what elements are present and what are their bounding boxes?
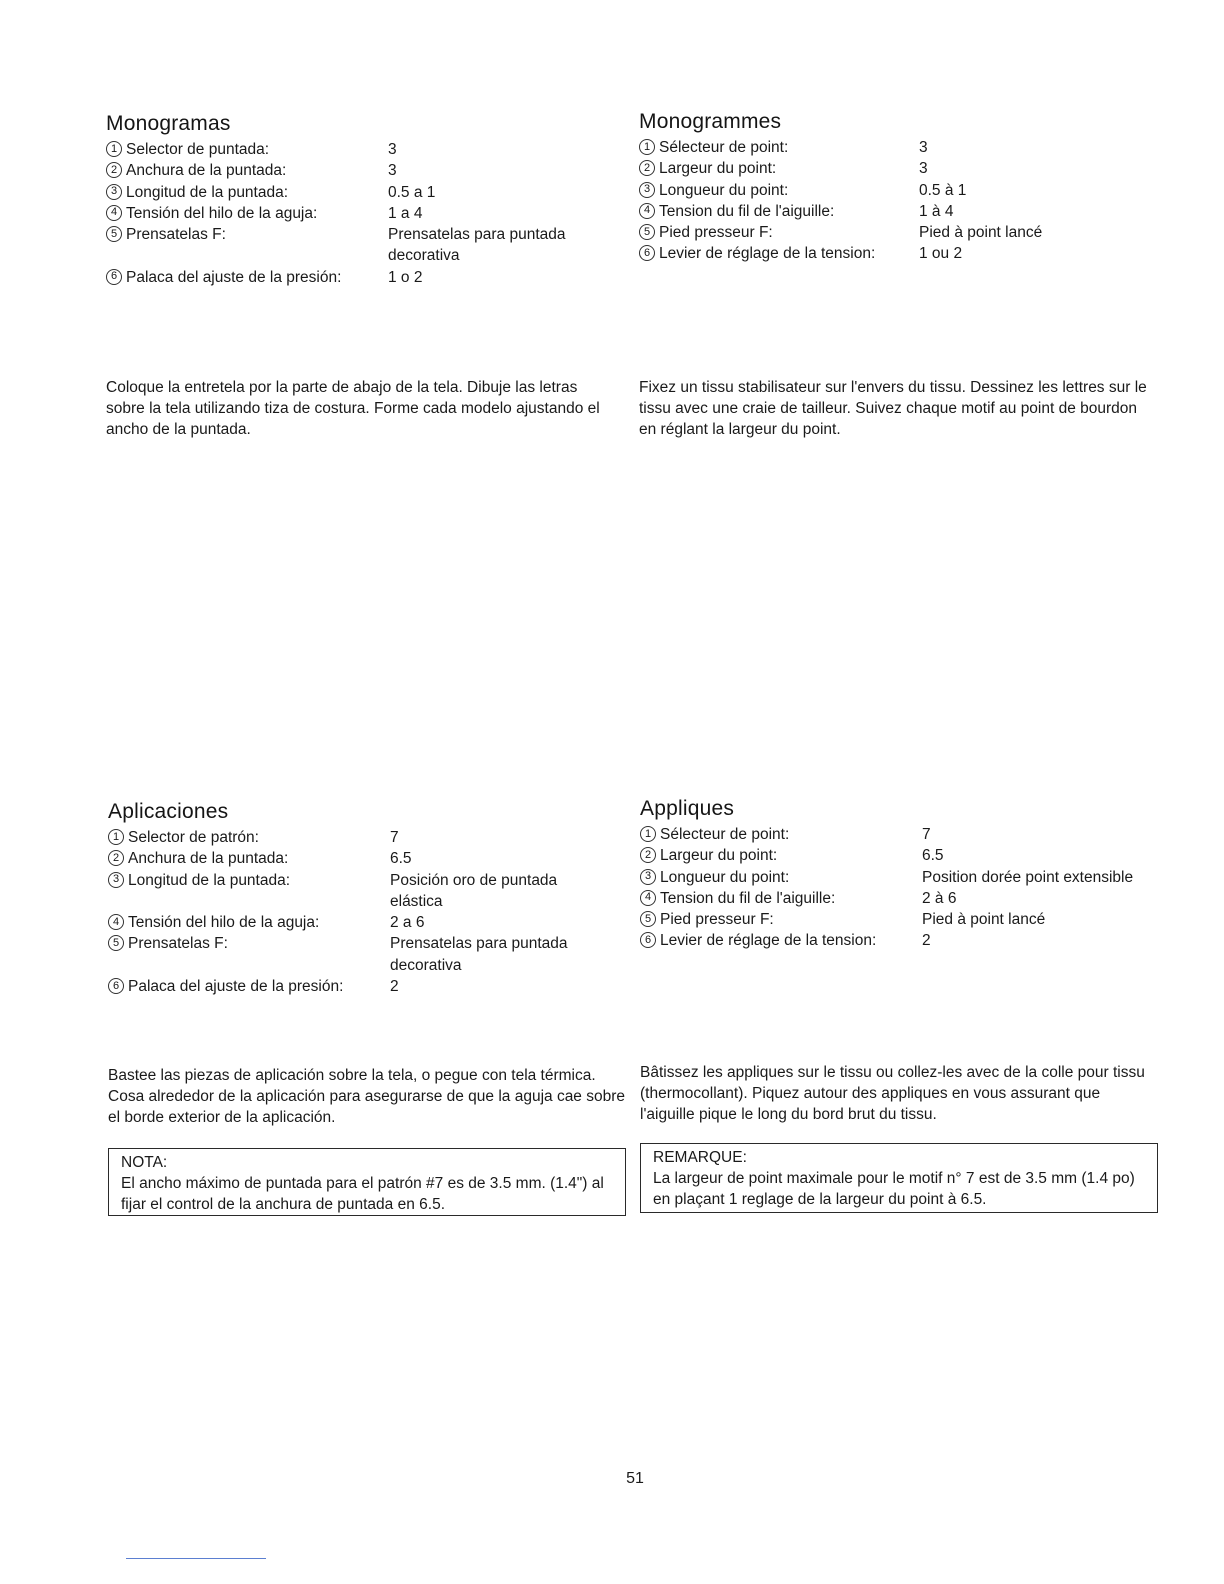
appliques-paragraph: Bâtissez les appliques sur le tissu ou collez-les avec de la colle pour tissu (thermocollant). Piquez autour des appliques en vous assurant que l'aiguille pique le long du bord brut du tissu. xyxy=(640,1064,1145,1123)
setting-label: Anchura de la puntada: xyxy=(128,850,289,868)
setting-label-cell xyxy=(106,139,388,160)
setting-label-cell xyxy=(108,912,390,933)
setting-value: 3 xyxy=(919,160,928,178)
setting-row xyxy=(640,845,1180,866)
setting-row xyxy=(106,139,606,160)
setting-label: Largeur du point: xyxy=(660,847,778,865)
setting-label: Tension du fil de l'aiguille: xyxy=(659,202,835,220)
setting-row xyxy=(639,180,1179,201)
setting-label-cell xyxy=(639,201,919,222)
setting-label: Tensión del hilo de la aguja: xyxy=(126,204,318,222)
monogramas-title: Monogramas xyxy=(106,112,231,135)
setting-value: Prensatelas para puntada decorativa xyxy=(388,226,566,265)
setting-row xyxy=(640,867,1180,888)
circled-number-icon: 1 xyxy=(106,141,122,157)
monogrammes-settings xyxy=(639,137,1179,265)
setting-value: 6.5 xyxy=(922,847,944,865)
setting-value: 1 a 4 xyxy=(388,204,423,222)
aplicaciones-note-title: NOTA: xyxy=(121,1154,168,1171)
monogrammes-paragraph-block xyxy=(639,377,1154,440)
setting-label-cell xyxy=(639,137,919,158)
circled-number-icon: 1 xyxy=(640,826,656,842)
circled-number-icon: 6 xyxy=(640,932,656,948)
setting-label: Prensatelas F: xyxy=(126,226,226,244)
setting-row xyxy=(639,201,1179,222)
setting-row xyxy=(106,267,606,288)
aplicaciones-note-box xyxy=(108,1148,626,1216)
circled-number-icon: 5 xyxy=(108,935,124,951)
setting-label: Tension du fil de l'aiguille: xyxy=(660,889,836,907)
monogramas-settings xyxy=(106,139,606,288)
setting-row xyxy=(640,888,1180,909)
appliques-title: Appliques xyxy=(640,797,735,820)
setting-label: Longueur du point: xyxy=(660,868,790,886)
aplicaciones-paragraph: Bastee las piezas de aplicación sobre la tela, o pegue con tela térmica. Cosa alrededor de la aplicación para asegurarse de que la aguja cae sobre el borde exterior de la aplicación. xyxy=(108,1067,626,1126)
aplicaciones-note-text: El ancho máximo de puntada para el patrón #7 es de 3.5 mm. (1.4") al fijar el control de la anchura de puntada en 6.5. xyxy=(121,1175,604,1213)
appliques-note-title: REMARQUE: xyxy=(653,1149,747,1166)
monogramas-paragraph: Coloque la entretela por la parte de abajo de la tela. Dibuje las letras sobre la tela utilizando tiza de costura. Forme cada modelo ajustando el ancho de la puntada. xyxy=(106,379,600,438)
setting-value: Pied à point lancé xyxy=(919,224,1043,242)
setting-row xyxy=(640,824,1180,845)
circled-number-icon: 1 xyxy=(639,139,655,155)
circled-number-icon: 4 xyxy=(639,203,655,219)
setting-row xyxy=(108,912,608,933)
setting-row xyxy=(108,827,608,848)
setting-row xyxy=(106,182,606,203)
circled-number-icon: 5 xyxy=(639,224,655,240)
setting-label: Longitud de la puntada: xyxy=(128,871,291,889)
circled-number-icon: 4 xyxy=(106,205,122,221)
circled-number-icon: 6 xyxy=(106,269,122,285)
setting-row xyxy=(640,930,1180,951)
appliques-note-text: La largeur de point maximale pour le motif n° 7 est de 3.5 mm (1.4 po) en plaçant 1 reglage de la largeur du point à 6.5. xyxy=(653,1170,1135,1208)
setting-label-cell xyxy=(108,933,390,976)
setting-value: 2 xyxy=(390,978,399,996)
setting-label: Longueur du point: xyxy=(659,181,789,199)
setting-label-cell xyxy=(640,909,922,930)
setting-value: 3 xyxy=(388,162,397,180)
setting-label-cell xyxy=(639,180,919,201)
setting-label: Pied presseur F: xyxy=(660,911,774,929)
circled-number-icon: 1 xyxy=(108,829,124,845)
setting-value: 2 à 6 xyxy=(922,889,957,907)
circled-number-icon: 2 xyxy=(108,850,124,866)
setting-label: Sélecteur de point: xyxy=(660,826,790,843)
setting-label-cell xyxy=(106,224,388,267)
setting-label-cell xyxy=(640,824,922,845)
setting-row xyxy=(108,933,608,976)
setting-label-cell xyxy=(108,827,390,848)
setting-label-cell xyxy=(639,222,919,243)
aplicaciones-title: Aplicaciones xyxy=(108,800,229,823)
aplicaciones-settings xyxy=(108,827,608,997)
setting-label: Palaca del ajuste de la presión: xyxy=(128,978,344,996)
appliques-settings xyxy=(640,824,1180,952)
setting-label: Levier de réglage de la tension: xyxy=(659,245,876,263)
setting-label: Selector de patrón: xyxy=(128,829,259,846)
circled-number-icon: 4 xyxy=(640,890,656,906)
setting-label-cell xyxy=(640,930,922,951)
setting-row xyxy=(106,160,606,181)
setting-row xyxy=(639,243,1179,264)
setting-label: Levier de réglage de la tension: xyxy=(660,932,877,950)
setting-value: 3 xyxy=(388,141,397,158)
setting-label-cell xyxy=(108,976,390,997)
setting-value: 7 xyxy=(390,829,399,846)
setting-label-cell xyxy=(640,867,922,888)
footer-rule xyxy=(126,1558,266,1559)
circled-number-icon: 2 xyxy=(639,160,655,176)
appliques-note-box xyxy=(640,1143,1158,1213)
setting-value: Prensatelas para puntada decorativa xyxy=(390,935,568,974)
setting-value: 3 xyxy=(919,139,928,156)
setting-row xyxy=(639,158,1179,179)
setting-value: 1 o 2 xyxy=(388,268,423,286)
setting-value: 0.5 à 1 xyxy=(919,181,967,199)
setting-label-cell xyxy=(639,243,919,264)
monogrammes-title: Monogrammes xyxy=(639,110,782,133)
circled-number-icon: 5 xyxy=(640,911,656,927)
setting-row xyxy=(106,224,606,267)
setting-row xyxy=(108,976,608,997)
appliques-paragraph-block xyxy=(640,1062,1155,1125)
circled-number-icon: 6 xyxy=(639,245,655,261)
circled-number-icon: 6 xyxy=(108,978,124,994)
setting-label: Largeur du point: xyxy=(659,160,777,178)
monogrammes-section xyxy=(639,110,1179,265)
setting-label-cell xyxy=(108,848,390,869)
appliques-section xyxy=(640,797,1180,952)
circled-number-icon: 3 xyxy=(106,184,122,200)
monogramas-paragraph-block xyxy=(106,377,606,440)
setting-label: Sélecteur de point: xyxy=(659,139,789,156)
setting-label-cell xyxy=(639,158,919,179)
setting-value: Position dorée point extensible xyxy=(922,868,1134,886)
circled-number-icon: 2 xyxy=(106,162,122,178)
setting-row xyxy=(640,909,1180,930)
monogrammes-paragraph: Fixez un tissu stabilisateur sur l'envers du tissu. Dessinez les lettres sur le tissu avec une craie de tailleur. Suivez chaque motif au point de bourdon en réglant la largeur du point. xyxy=(639,379,1147,438)
setting-label: Selector de puntada: xyxy=(126,141,270,158)
setting-row xyxy=(639,137,1179,158)
setting-label: Anchura de la puntada: xyxy=(126,162,287,180)
setting-label: Palaca del ajuste de la presión: xyxy=(126,268,342,286)
setting-row xyxy=(108,848,608,869)
page-number: 51 xyxy=(626,1470,644,1487)
setting-value: 2 xyxy=(922,932,931,950)
setting-label-cell xyxy=(106,182,388,203)
setting-value: Pied à point lancé xyxy=(922,911,1046,929)
setting-label-cell xyxy=(106,160,388,181)
setting-label: Longitud de la puntada: xyxy=(126,183,289,201)
setting-value: 6.5 xyxy=(390,850,412,868)
setting-value: 1 ou 2 xyxy=(919,245,963,263)
setting-label-cell xyxy=(106,203,388,224)
setting-label: Pied presseur F: xyxy=(659,224,773,242)
setting-label-cell xyxy=(640,845,922,866)
monogramas-section xyxy=(106,112,606,288)
setting-label-cell xyxy=(108,870,390,913)
setting-label: Tensión del hilo de la aguja: xyxy=(128,914,320,932)
circled-number-icon: 3 xyxy=(640,869,656,885)
setting-row xyxy=(639,222,1179,243)
circled-number-icon: 4 xyxy=(108,914,124,930)
setting-row xyxy=(108,870,608,913)
setting-value: 7 xyxy=(922,826,931,843)
setting-value: Posición oro de puntada elástica xyxy=(390,871,558,910)
circled-number-icon: 3 xyxy=(639,182,655,198)
setting-value: 0.5 a 1 xyxy=(388,183,436,201)
circled-number-icon: 2 xyxy=(640,847,656,863)
setting-row xyxy=(106,203,606,224)
aplicaciones-paragraph-block xyxy=(108,1065,626,1128)
setting-label: Prensatelas F: xyxy=(128,935,228,953)
setting-label-cell xyxy=(640,888,922,909)
setting-value: 1 à 4 xyxy=(919,202,954,220)
circled-number-icon: 3 xyxy=(108,872,124,888)
aplicaciones-section xyxy=(108,800,608,997)
setting-label-cell xyxy=(106,267,388,288)
circled-number-icon: 5 xyxy=(106,226,122,242)
setting-value: 2 a 6 xyxy=(390,914,425,932)
